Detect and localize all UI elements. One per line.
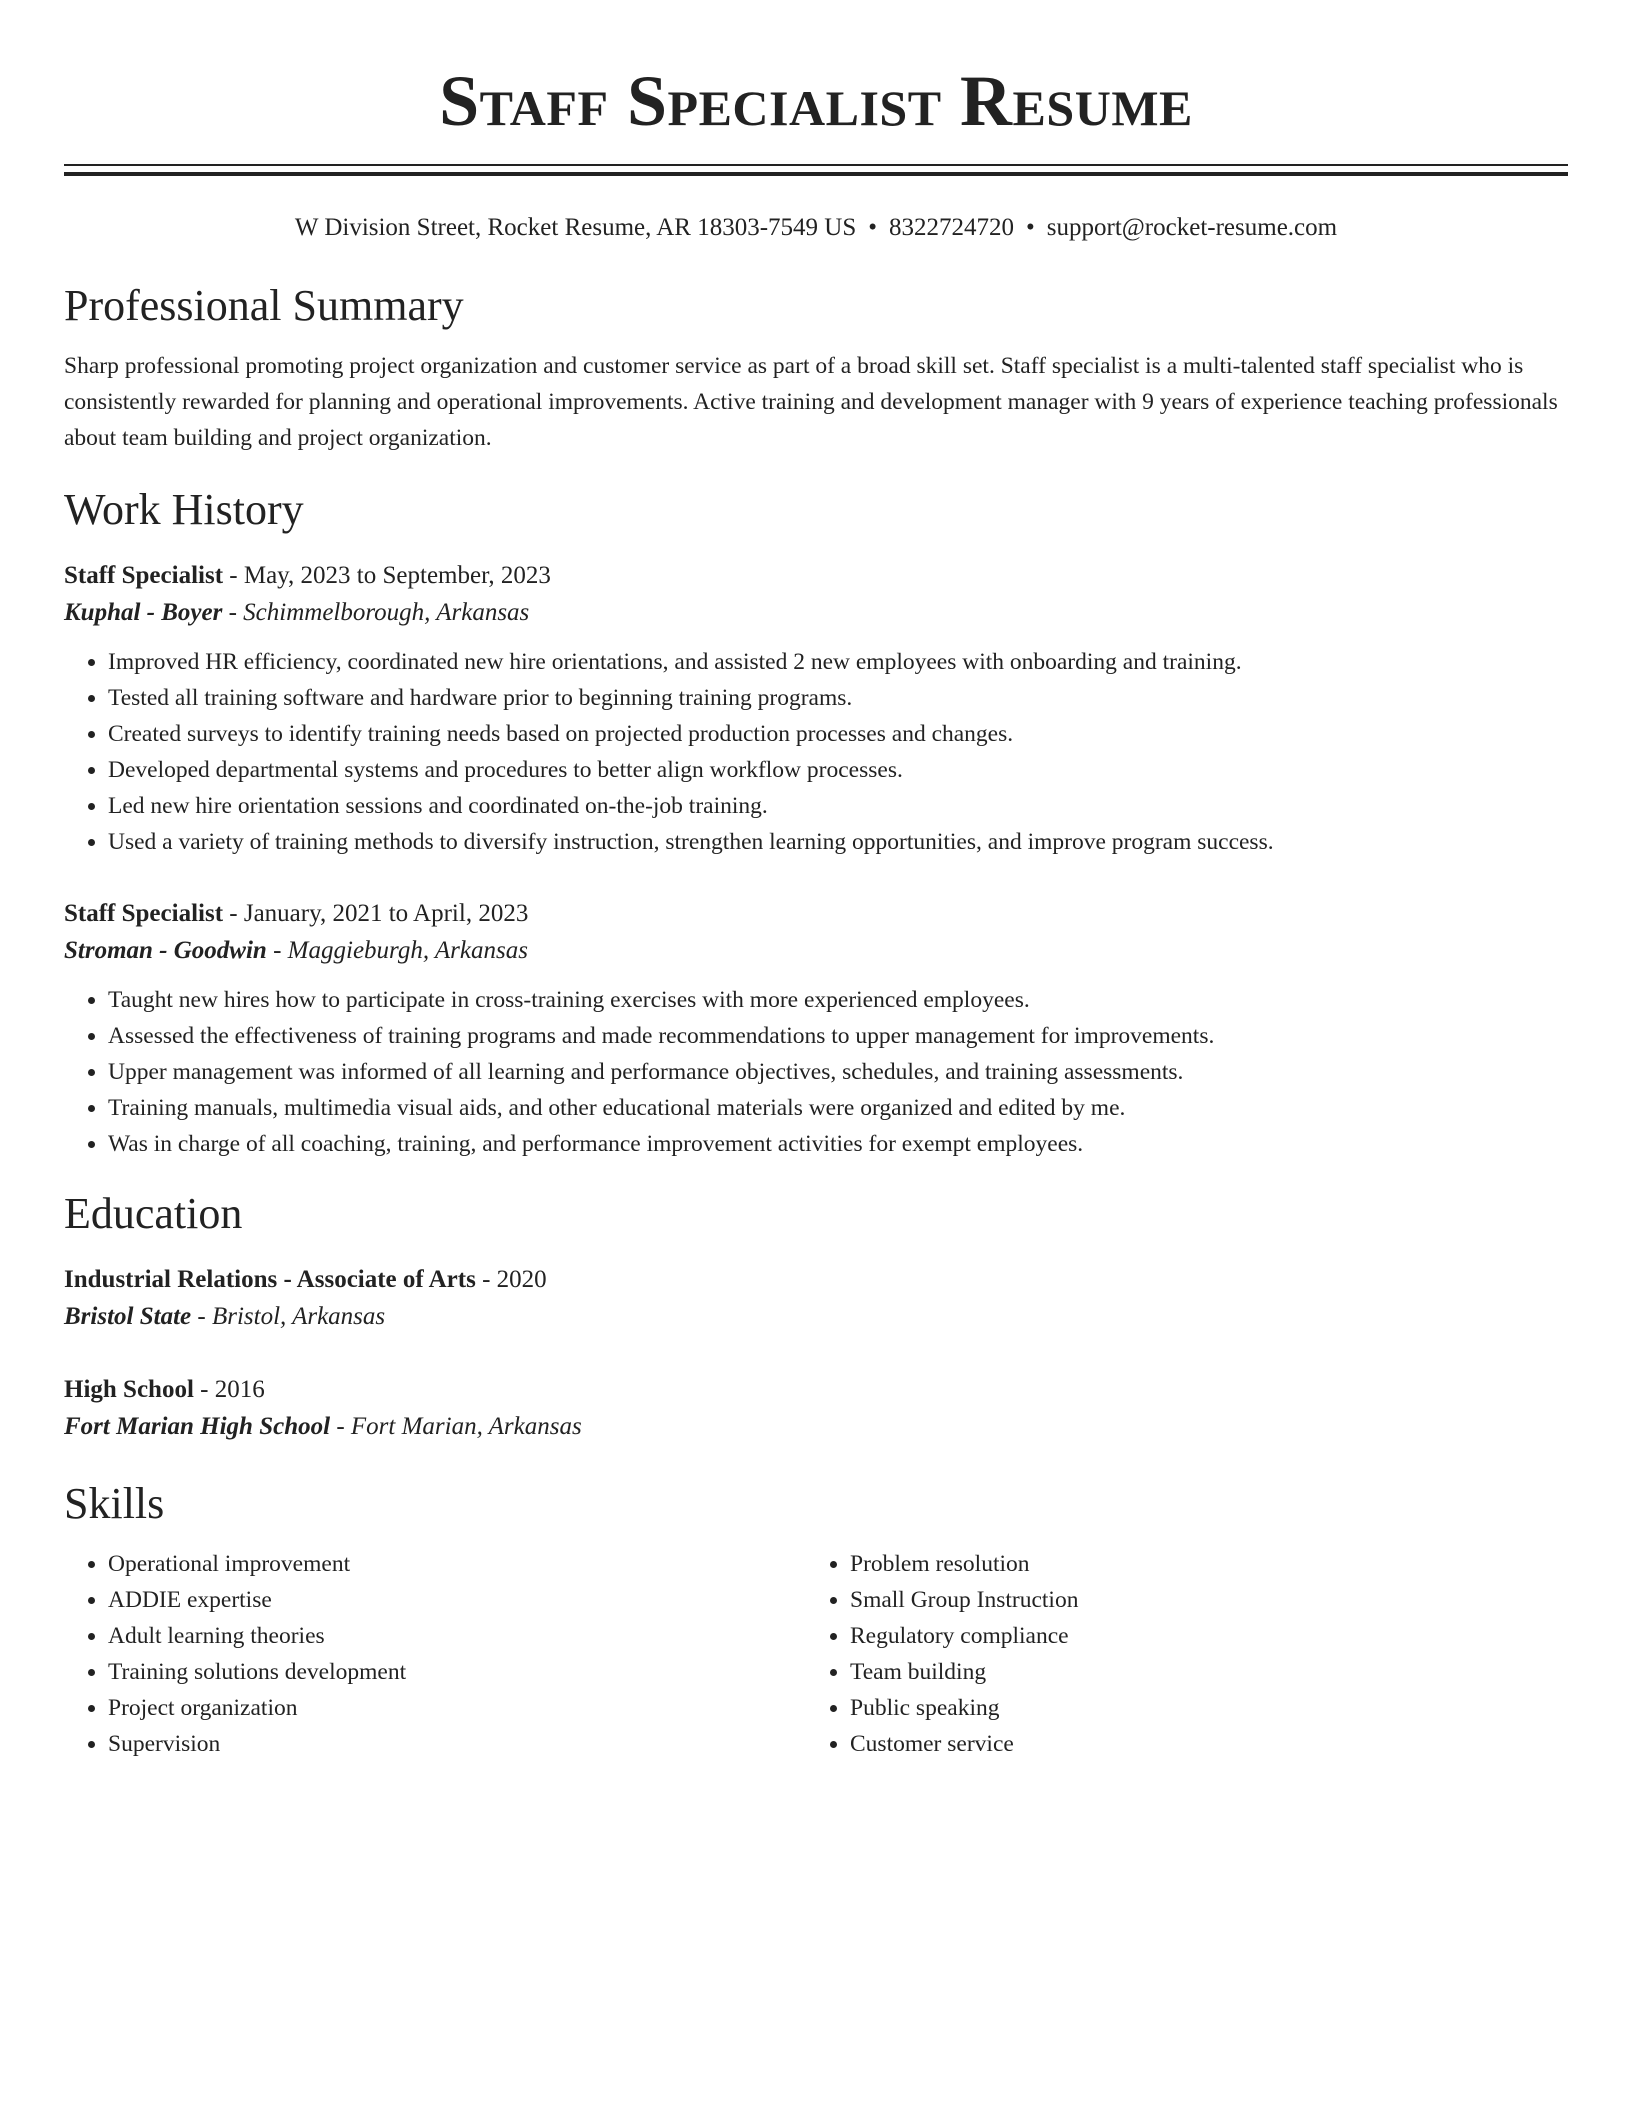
job-company-line <box>64 932 1568 970</box>
skill-item: • Small Group Instruction <box>850 1582 1548 1618</box>
list-item: • Improved HR efficiency, coordinated new hire orientations, and assisted 2 new employees with onboarding and training. <box>108 644 1568 680</box>
job-dates: - January, 2021 to April, 2023 <box>223 900 529 927</box>
degree-year: - 2020 <box>475 1266 547 1293</box>
skill-item: • Problem resolution <box>850 1546 1548 1582</box>
skills-grid <box>64 1546 1568 1762</box>
list-item: • Was in charge of all coaching, training, and performance improvement activities for exempt employees. <box>108 1126 1568 1162</box>
contact-separator: • <box>868 214 878 241</box>
school-name: Bristol State <box>64 1303 192 1330</box>
skills-column-left <box>64 1546 806 1762</box>
job-bullets <box>64 644 1568 860</box>
job-title: Staff Specialist <box>64 900 224 927</box>
degree-line <box>64 1372 1568 1408</box>
school-location: - Fort Marian, Arkansas <box>330 1413 582 1440</box>
skill-item: • Adult learning theories <box>108 1618 806 1654</box>
contact-line <box>64 212 1568 244</box>
job-entry <box>64 896 1568 1162</box>
job-company: Kuphal - Boyer <box>64 599 223 626</box>
degree-line <box>64 1262 1568 1298</box>
education-heading: Education <box>64 1189 243 1238</box>
list-item: • Created surveys to identify training needs based on projected production processes and changes. <box>108 716 1568 752</box>
degree-name: High School <box>64 1376 194 1403</box>
summary-text: Sharp professional promoting project organization and customer service as part of a broad skill set. Staff specialist is a multi-talented staff specialist who is consistently rewarded for planning and operational improvements. Active training and development manager with 9 years of experience teaching professionals about team building and project organization. <box>64 353 1558 451</box>
skill-item: • Regulatory compliance <box>850 1618 1548 1654</box>
title-double-rule <box>64 164 1568 176</box>
education-entry <box>64 1262 1568 1336</box>
degree-year: - 2016 <box>193 1376 265 1403</box>
list-item: • Assessed the effectiveness of training programs and made recommendations to upper management for improvements. <box>108 1018 1568 1054</box>
job-dates: - May, 2023 to September, 2023 <box>223 562 551 589</box>
skill-item: • ADDIE expertise <box>108 1582 806 1618</box>
contact-address: W Division Street, Rocket Resume, AR 18303-7549 US <box>294 214 857 241</box>
list-item: • Upper management was informed of all learning and performance objectives, schedules, and training assessments. <box>108 1054 1568 1090</box>
contact-phone: 8322724720 <box>889 214 1015 241</box>
job-title-line <box>64 896 1568 932</box>
skills-heading: Skills <box>64 1479 165 1528</box>
skill-item: • Public speaking <box>850 1690 1548 1726</box>
list-item: • Training manuals, multimedia visual aids, and other educational materials were organized and edited by me. <box>108 1090 1568 1126</box>
list-item: • Taught new hires how to participate in cross-training exercises with more experienced employees. <box>108 982 1568 1018</box>
school-line <box>64 1298 1568 1336</box>
school-name: Fort Marian High School <box>64 1413 331 1440</box>
job-company: Stroman - Goodwin <box>64 937 267 964</box>
skill-item: • Training solutions development <box>108 1654 806 1690</box>
school-location: - Bristol, Arkansas <box>191 1303 386 1330</box>
summary-heading: Professional Summary <box>64 281 464 330</box>
job-title-line <box>64 558 1568 594</box>
resume-title: Staff Specialist Resume <box>439 61 1193 141</box>
school-line <box>64 1408 1568 1446</box>
job-title: Staff Specialist <box>64 562 224 589</box>
skill-item: • Project organization <box>108 1690 806 1726</box>
skill-item: • Team building <box>850 1654 1548 1690</box>
list-item: • Tested all training software and hardware prior to beginning training programs. <box>108 680 1568 716</box>
contact-email: support@rocket-resume.com <box>1046 214 1338 241</box>
job-location: - Maggieburgh, Arkansas <box>266 937 528 964</box>
job-entry <box>64 558 1568 860</box>
degree-name: Industrial Relations - Associate of Arts <box>64 1266 476 1293</box>
skill-item: • Supervision <box>108 1726 806 1762</box>
skill-item: • Customer service <box>850 1726 1548 1762</box>
job-company-line <box>64 594 1568 632</box>
skill-item: • Operational improvement <box>108 1546 806 1582</box>
work-history-heading: Work History <box>64 485 304 534</box>
list-item: • Used a variety of training methods to diversify instruction, strengthen learning opportunities, and improve program success. <box>108 824 1568 860</box>
job-bullets <box>64 982 1568 1162</box>
contact-separator: • <box>1026 214 1035 241</box>
list-item: • Developed departmental systems and procedures to better align workflow processes. <box>108 752 1568 788</box>
education-entry <box>64 1372 1568 1446</box>
skills-column-right <box>806 1546 1548 1762</box>
list-item: • Led new hire orientation sessions and coordinated on-the-job training. <box>108 788 1568 824</box>
job-location: - Schimmelborough, Arkansas <box>222 599 530 626</box>
